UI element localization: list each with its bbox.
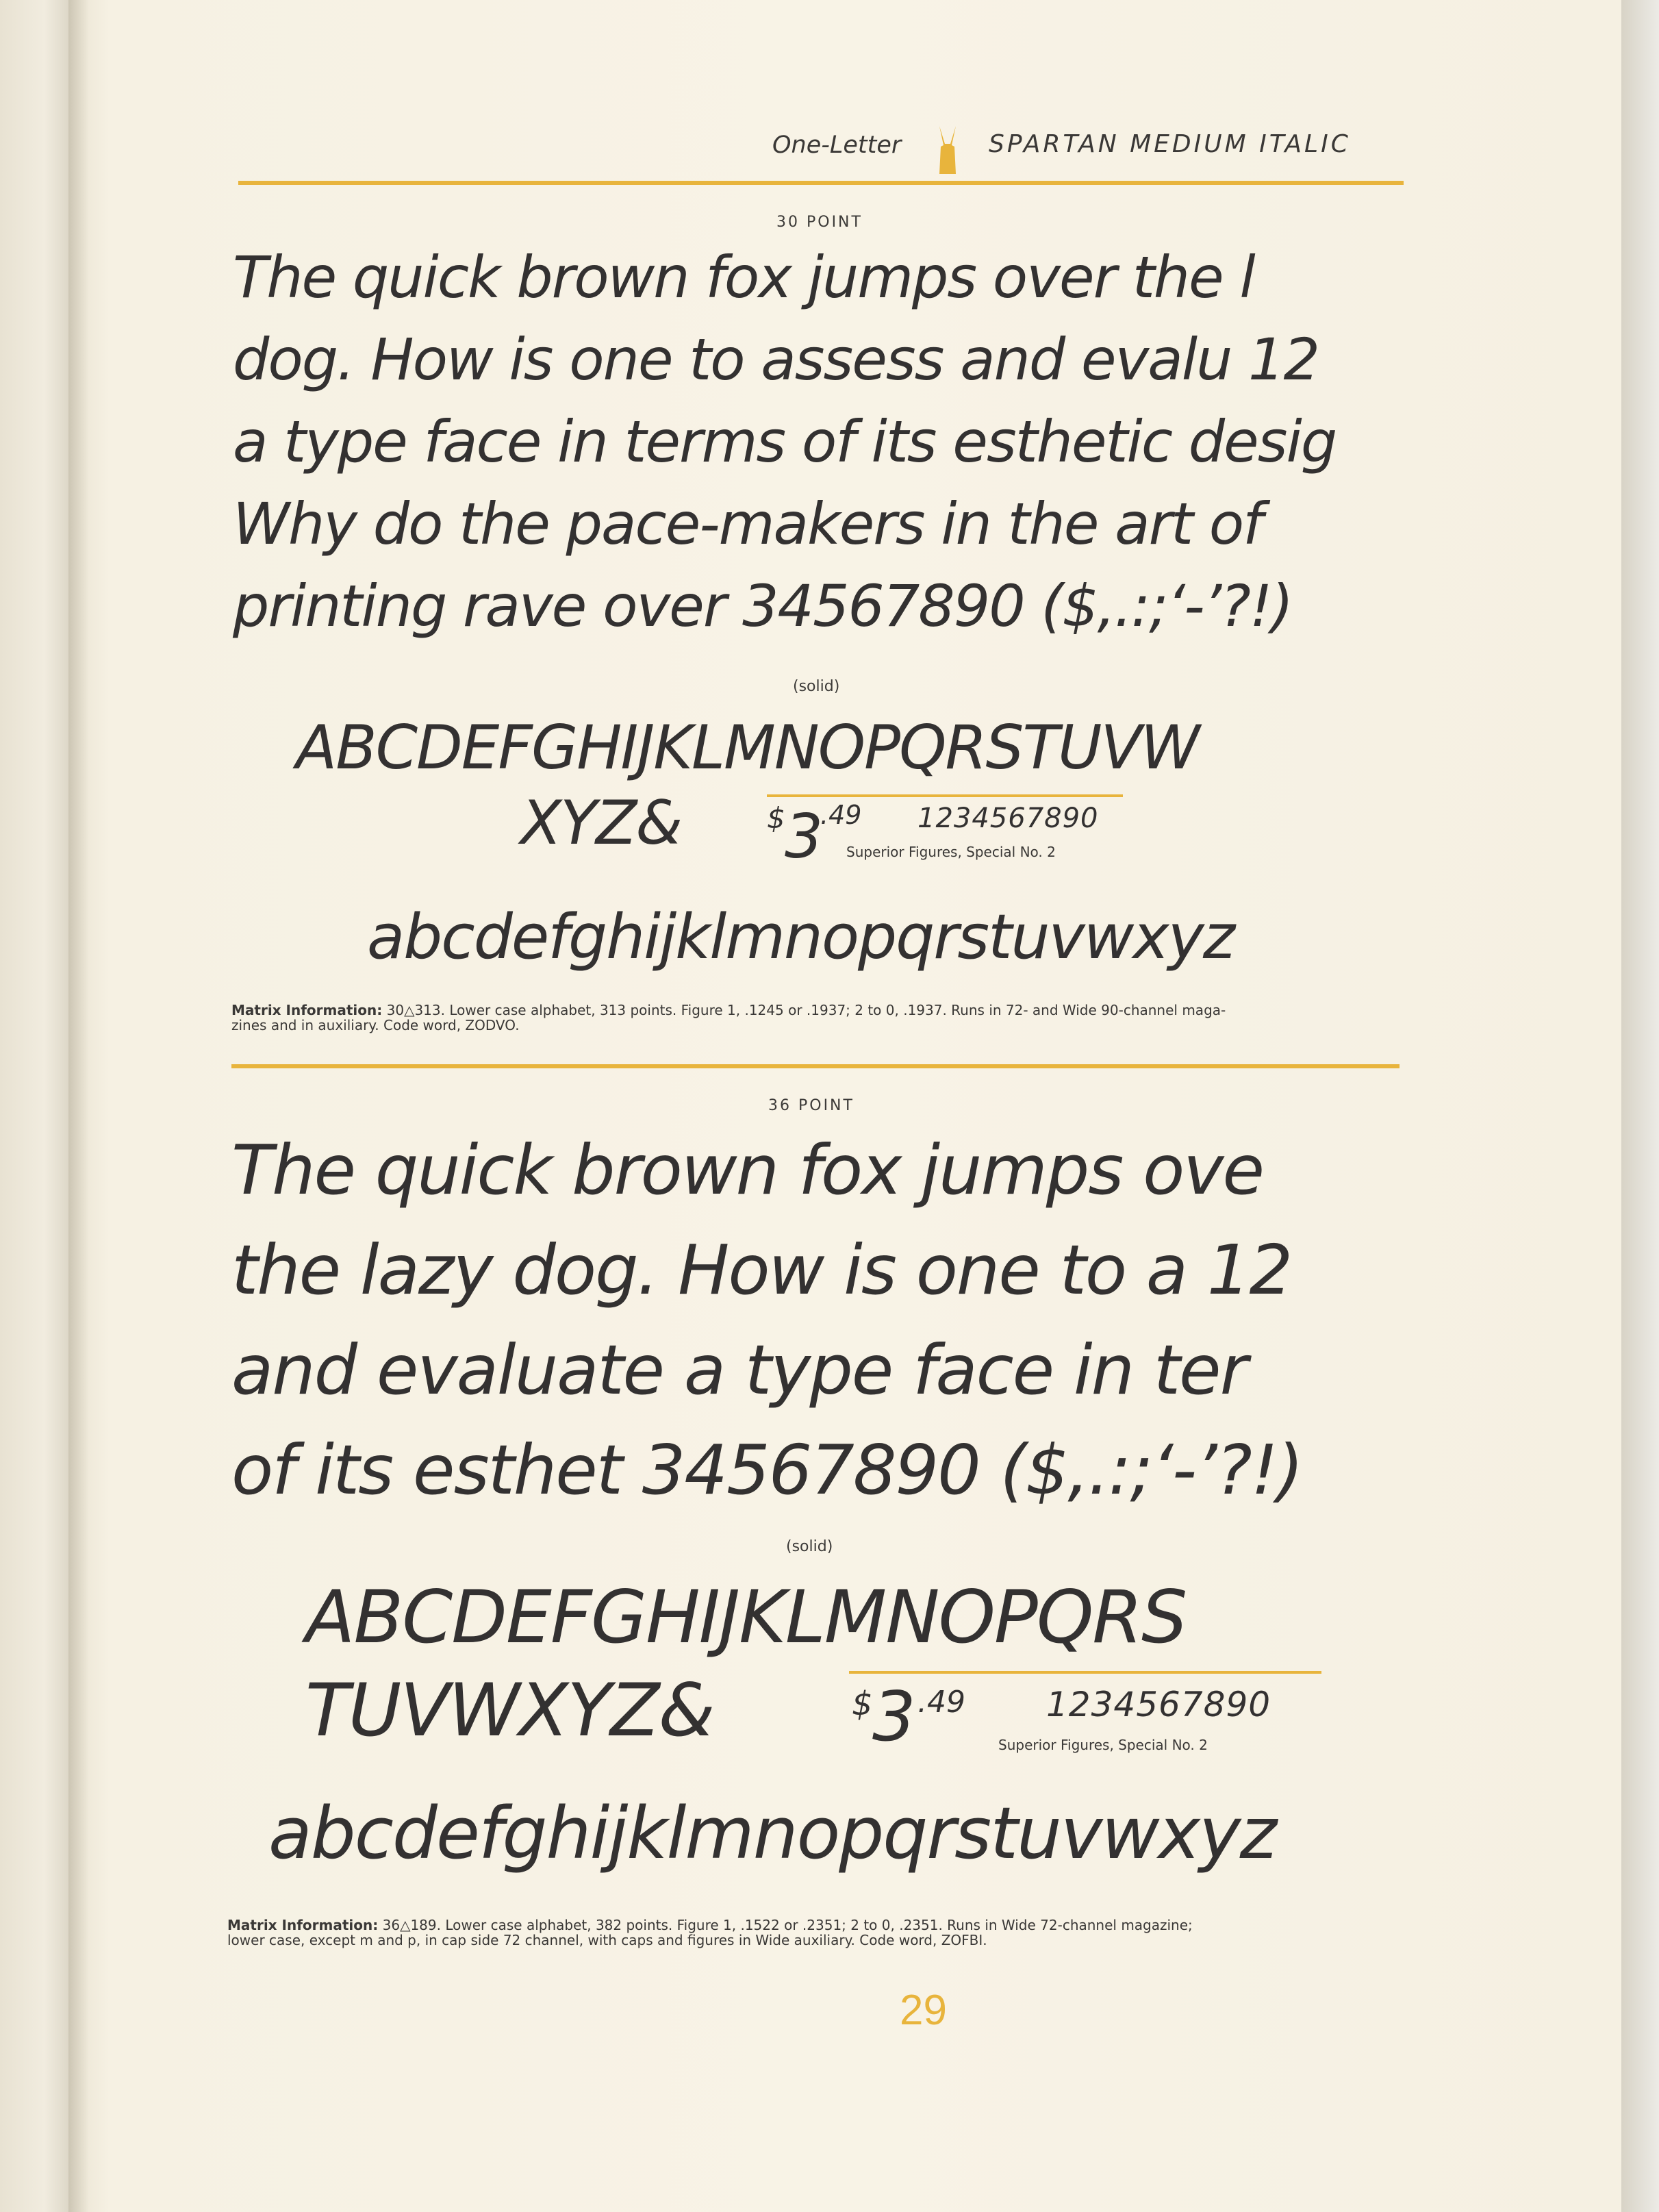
matrix-label-36: Matrix Information: bbox=[227, 1917, 379, 1933]
running-head-left: One-Letter bbox=[772, 131, 902, 159]
specimen-line-30-5: printing rave over 34567890 ($,.:;‘-’?!) bbox=[233, 573, 1293, 640]
superior-rule-30 bbox=[767, 794, 1123, 797]
solid-label-36: (solid) bbox=[786, 1538, 833, 1555]
solid-label-30: (solid) bbox=[793, 678, 840, 695]
lowercase-36: abcdefghijklmnopqrstuvwxyz bbox=[268, 1792, 1276, 1875]
lowercase-30: abcdefghijklmnopqrstuvwxyz bbox=[367, 901, 1234, 973]
matrix-label-30: Matrix Information: bbox=[231, 1002, 383, 1018]
matrix-info-36 bbox=[227, 1918, 1193, 1948]
left-page-edge bbox=[0, 0, 74, 2212]
matrix-text-30-1: 30△313. Lower case alphabet, 313 points. Figure 1, .1245 or .1937; 2 to 0, .1937. Runs in 72- and Wide 90-channel maga- bbox=[386, 1002, 1226, 1018]
price-sup-30: .49 bbox=[820, 800, 862, 830]
specimen-line-36-1: The quick brown fox jumps ove bbox=[231, 1130, 1263, 1210]
size-label-30: 30 POINT bbox=[776, 214, 863, 231]
specimen-line-36-4: of its esthet 34567890 ($,.:;‘-’?!) bbox=[231, 1430, 1302, 1510]
specimen-line-36-3: and evaluate a type face in ter bbox=[231, 1330, 1247, 1410]
price-dollar-30: $ bbox=[767, 801, 785, 835]
specimen-line-30-4: Why do the pace-makers in the art of bbox=[233, 490, 1262, 557]
matrix-text-36-1: 36△189. Lower case alphabet, 382 points. Figure 1, .1522 or .2351; 2 to 0, .2351. Runs in Wide 72-channel magazine; bbox=[382, 1917, 1193, 1933]
matrix-text-30-2: zines and in auxiliary. Code word, ZODVO. bbox=[231, 1017, 520, 1033]
caps-line-30-2: XYZ& bbox=[520, 788, 681, 858]
superior-digits-36: 1234567890 bbox=[1046, 1685, 1271, 1724]
size-label-36: 36 POINT bbox=[768, 1097, 854, 1114]
superior-rule-36 bbox=[849, 1671, 1321, 1674]
running-head-right: SPARTAN MEDIUM ITALIC bbox=[989, 130, 1351, 158]
caps-line-36-2: TUVWXYZ& bbox=[305, 1668, 714, 1752]
rabbit-logo-icon bbox=[934, 125, 961, 175]
superior-digits-30: 1234567890 bbox=[917, 803, 1099, 834]
matrix-text-36-2: lower case, except m and p, in cap side 72 channel, with caps and figures in Wide auxiliary. Code word, ZOFBI. bbox=[227, 1932, 987, 1948]
specimen-line-30-1: The quick brown fox jumps over the l bbox=[233, 244, 1254, 311]
gutter-shadow bbox=[68, 0, 89, 2212]
matrix-info-30 bbox=[231, 1003, 1226, 1033]
price-main-30: 3 bbox=[785, 801, 823, 872]
price-dollar-36: $ bbox=[852, 1685, 873, 1723]
specimen-line-30-2: dog. How is one to assess and evalu 12 bbox=[233, 326, 1319, 393]
header-rule bbox=[238, 181, 1404, 185]
superior-note-30: Superior Figures, Special No. 2 bbox=[846, 844, 1056, 860]
superior-note-36: Superior Figures, Special No. 2 bbox=[998, 1737, 1208, 1753]
caps-line-36-1: ABCDEFGHIJKLMNOPQRS bbox=[305, 1575, 1187, 1659]
price-main-36: 3 bbox=[872, 1676, 916, 1757]
page-number: 29 bbox=[900, 1987, 947, 2034]
caps-line-30-1: ABCDEFGHIJKLMNOPQRSTUVW bbox=[296, 712, 1199, 783]
specimen-line-30-3: a type face in terms of its esthetic desig bbox=[233, 408, 1337, 475]
right-page-edge bbox=[1621, 0, 1659, 2212]
specimen-line-36-2: the lazy dog. How is one to a 12 bbox=[231, 1230, 1292, 1310]
section-rule bbox=[231, 1064, 1400, 1068]
price-sup-36: .49 bbox=[917, 1685, 965, 1720]
